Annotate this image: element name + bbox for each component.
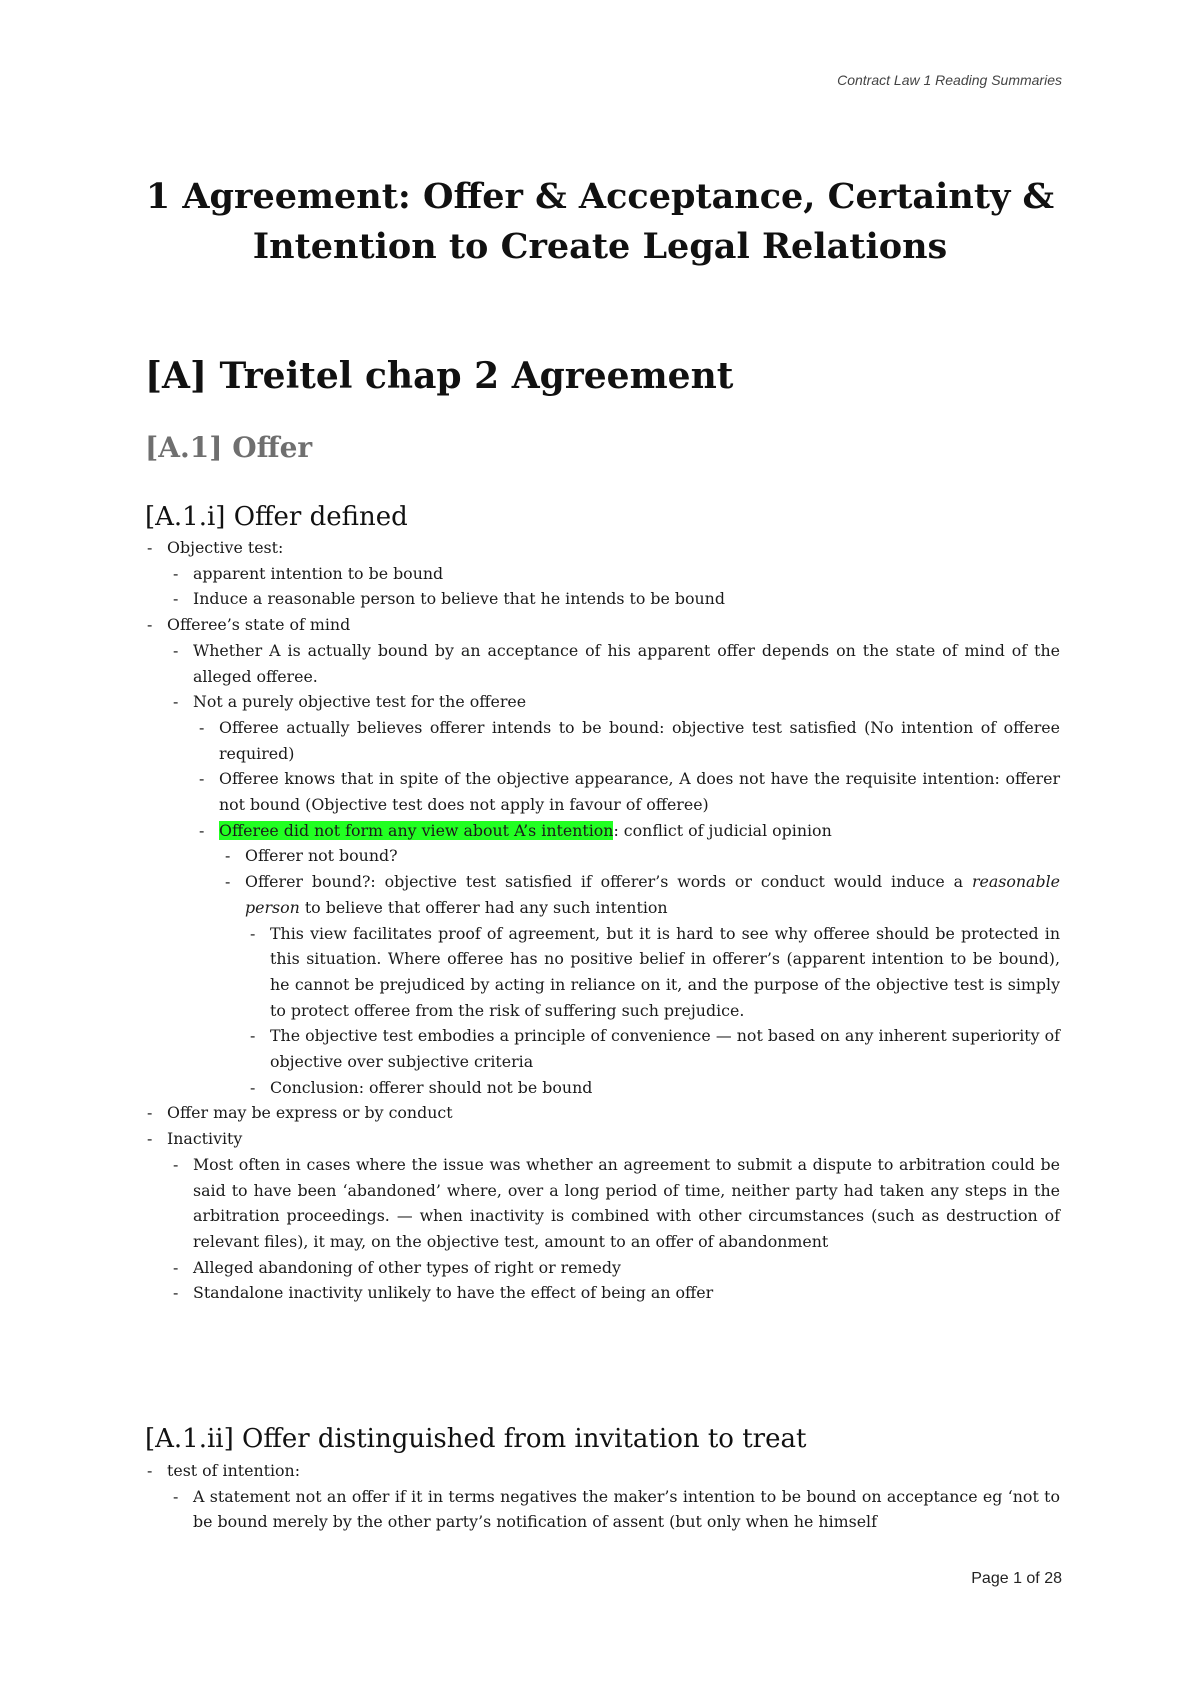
list-item: - Offerer bound?: objective test satisfied if offerer’s words or conduct would induce a reasonable person to believe that offerer had any such intention — [225, 872, 1060, 917]
list-item: - Not a purely objective test for the offeree — [173, 692, 527, 712]
subsubsection-heading-invitation-to-treat: [A.1.ii] Offer distinguished from invitation to treat — [145, 1424, 807, 1454]
list-item: - Offeree actually believes offerer intends to be bound: objective test satisfied (No intention of offeree required) — [199, 717, 1060, 763]
bullet-list-offer-defined — [145, 535, 1060, 1306]
subsubsection-heading-offer-defined: [A.1.i] Offer defined — [145, 502, 408, 532]
list-item: - Objective test: — [147, 538, 284, 557]
document-title — [0, 172, 1200, 272]
list-item: - Offeree knows that in spite of the objective appearance, A does not have the requisite intention: offerer not bound (Objective test does not apply in favour of offeree) — [199, 769, 1060, 815]
list-item: - Induce a reasonable person to believe that he intends to be bound — [173, 589, 725, 609]
list-item: - test of intention: — [147, 1461, 301, 1480]
list-item: - apparent intention to be bound — [173, 563, 444, 583]
subsection-heading-a1: [A.1] Offer — [145, 431, 313, 464]
list-item: - A statement not an offer if it in terms negatives the maker’s intention to be bound on acceptance eg ‘not to be bound merely by the other party’s notification of assent (but only when he himself — [173, 1486, 1060, 1532]
list-item: - Alleged abandoning of other types of right or remedy — [173, 1257, 621, 1277]
list-item: - Most often in cases where the issue was whether an agreement to submit a dispute to arbitration could be said to have been ‘abandoned’ where, over a long period of time, neither party had taken any steps in the arbitration proceedings. — when inactivity is combined with other circumstances (such as destruction of relevant files), it may, on the objective test, amount to an offer of abandonment — [173, 1154, 1060, 1251]
document-title-line-2: Intention to Create Legal Relations — [252, 226, 948, 267]
page-number: Page 1 of 28 — [971, 1570, 1062, 1587]
list-item: - Inactivity — [147, 1129, 243, 1149]
list-item: - Offeree did not form any view about A’s intention: conflict of judicial opinion — [199, 820, 832, 840]
list-item: - Conclusion: offerer should not be bound — [250, 1077, 593, 1097]
list-item: - The objective test embodies a principle of convenience — not based on any inherent superiority of objective over subjective criteria — [250, 1026, 1060, 1072]
list-item: - Whether A is actually bound by an acceptance of his apparent offer depends on the state of mind of the alleged offeree. — [173, 640, 1060, 686]
list-item: - This view facilitates proof of agreement, but it is hard to see why offeree should be protected in this situation. Where offeree has no positive belief in offerer’s (apparent intention to be bound), he cannot be prejudiced by acting in reliance on it, and the purpose of the objective test is simply to protect offeree from the risk of suffering such prejudice. — [250, 923, 1060, 1020]
bullet-list-invitation-to-treat — [145, 1458, 1060, 1535]
section-heading-a: [A] Treitel chap 2 Agreement — [145, 355, 734, 397]
document-title-line-1: 1 Agreement: Offer & Acceptance, Certainty & — [145, 176, 1055, 217]
emphasized-text: reasonable person — [245, 872, 1060, 917]
running-header: Contract Law 1 Reading Summaries — [837, 72, 1062, 88]
list-item: - Offer may be express or by conduct — [147, 1103, 453, 1123]
list-item: - Offerer not bound? — [225, 846, 398, 866]
list-item: - Offeree’s state of mind — [147, 615, 351, 635]
list-item: - Standalone inactivity unlikely to have the effect of being an offer — [173, 1283, 714, 1303]
highlighted-text: Offeree did not form any view about A’s intention — [219, 820, 614, 840]
